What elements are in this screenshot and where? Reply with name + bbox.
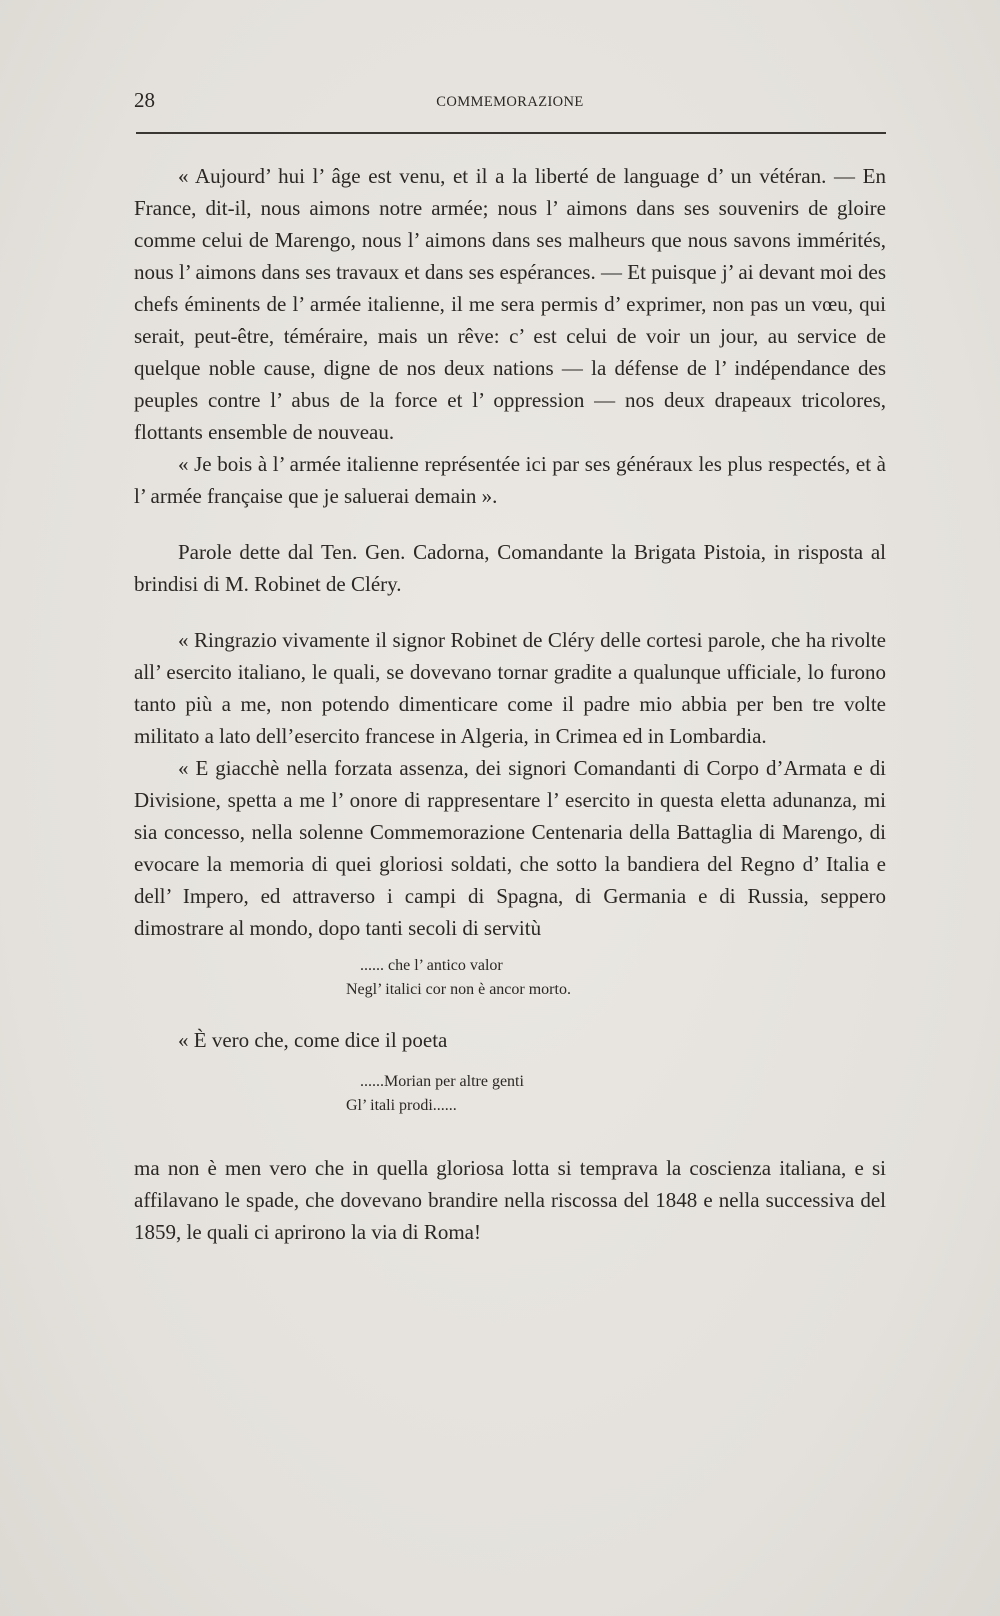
paragraph-cery-speech: « Aujourd’ hui l’ âge est venu, et il a la liberté de language d’ un vétéran. — En France, dit-il, nous aimons notre armée; nous l’ aimons dans ses souvenirs de gloire comme celui de Marengo, nous l’ aimons dans ses malheurs que nous savons immérités, nous l’ aimons dans ses travaux et dans ses espérances. — Et puisque j’ ai devant moi des chefs éminents de l’ armée italienne, il me sera permis d’ exprimer, non pas un vœu, qui serait, peut-être, téméraire, mais un rêve: c’ est celui de voir un jour, au service de quelque noble cause, digne de nos deux nations — la défense de l’ indépendance des peuples contre l’ abus de la force et l’ oppression — nos deux drapeaux tricolores, flottants ensemble de nouveau. — [134, 164, 886, 444]
paragraph-cadorna-memory: « E giacchè nella forzata assenza, dei signori Comandanti di Corpo d’Armata e di Divisione, spetta a me l’ onore di rappresentare l’ esercito in questa eletta adunanza, mi sia concesso, nella solenne Commemorazione Centenaria della Battaglia di Marengo, di evocare la memoria di quei gloriosi soldati, che sotto la bandiera del Regno d’ Italia e dell’ Impero, ed attraverso i campi di Spagna, di Germania e di Russia, seppero dimostrare al mondo, dopo tanti secoli di servitù — [134, 756, 886, 940]
page-body — [134, 160, 886, 1248]
section-gap — [134, 600, 886, 624]
verse-line: ......Morian per altre genti — [360, 1073, 524, 1090]
running-title: COMMEMORAZIONE — [436, 94, 584, 110]
verse-quote-2 — [134, 1070, 886, 1118]
page-number: 28 — [134, 88, 155, 112]
verse-line: Negl’ italici cor non è ancor morto. — [346, 981, 571, 998]
section-gap — [134, 512, 886, 536]
verse-line: Gl’ itali prodi...... — [346, 1097, 457, 1114]
verse-line: ...... che l’ antico valor — [360, 957, 503, 974]
paragraph-toast: « Je bois à l’ armée italienne représentée ici par ses généraux les plus respectés, et à l’ armée française que je saluerai demain ». — [134, 452, 886, 508]
verse-quote-1 — [134, 954, 886, 1002]
paragraph-cadorna-intro: Parole dette dal Ten. Gen. Cadorna, Comandante la Brigata Pistoia, in risposta al brindisi di M. Robinet de Cléry. — [134, 540, 886, 596]
paragraph-conclusion: ma non è men vero che in quella gloriosa lotta si temprava la coscienza italiana, e si affilavano le spade, che dovevano brandire nella riscossa del 1848 e nella successiva del 1859, le quali ci aprirono la via di Roma! — [134, 1156, 886, 1244]
page-header — [134, 88, 886, 118]
paragraph-cadorna-thanks: « Ringrazio vivamente il signor Robinet de Cléry delle cortesi parole, che ha rivolte all’ esercito italiano, le quali, se dovevano tornar gradite a qualunque ufficiale, lo furono tanto più a me, non potendo dimenticare come il padre mio abbia per ben tre volte militato a lato dell’esercito francese in Algeria, in Crimea ed in Lombardia. — [134, 628, 886, 748]
paragraph-poet: « È vero che, come dice il poeta — [178, 1028, 448, 1052]
header-rule — [136, 132, 886, 134]
